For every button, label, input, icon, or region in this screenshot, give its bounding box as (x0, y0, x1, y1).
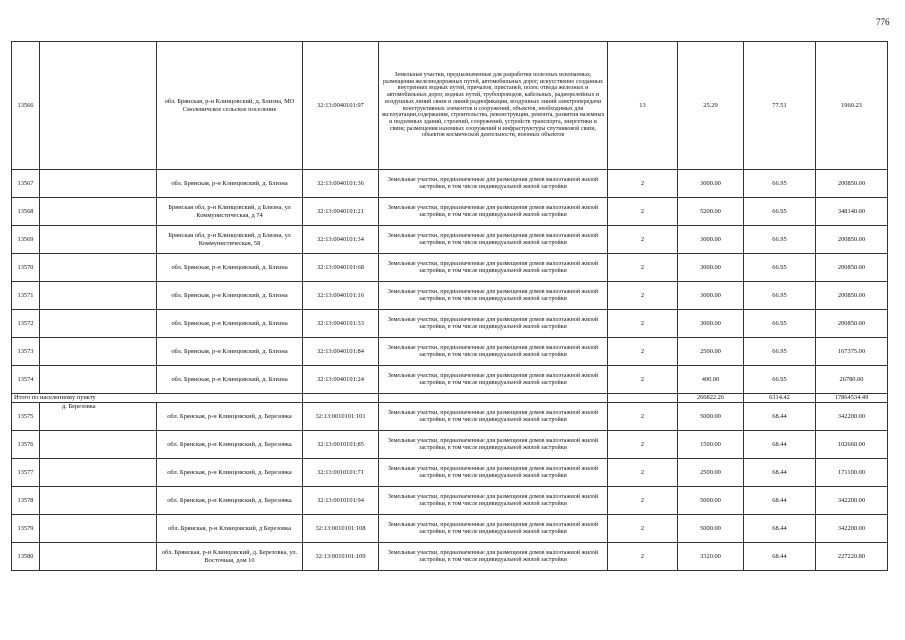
area-cell: 25.29 (678, 42, 744, 170)
address-cell: Брянская обл, р-н Клинцовский, д Близна, ул Коммунистическая, 58 (157, 226, 303, 254)
purpose-cell: Земельные участки, предназначенные для размещения домов малоэтажной жилой застройки, в том числе индивидуальной жилой застройки (379, 282, 608, 310)
purpose-cell: Земельные участки, предназначенные для размещения домов малоэтажной жилой застройки, в том числе индивидуальной жилой застройки (379, 226, 608, 254)
area-cell: 5000.00 (678, 515, 744, 543)
settlement-cell (40, 310, 157, 338)
cadastral-number-cell: 32:13:0040101:36 (303, 170, 379, 198)
cadastral-number-cell: 32:13:0040101:68 (303, 254, 379, 282)
area-cell: 1500.00 (678, 431, 744, 459)
group-cell: 2 (608, 198, 678, 226)
settlement-cell (40, 170, 157, 198)
area-cell: 3320.00 (678, 543, 744, 571)
table-row (12, 431, 888, 459)
group-cell: 13 (608, 42, 678, 170)
area-cell: 400.00 (678, 366, 744, 394)
area-cell: 3000.00 (678, 226, 744, 254)
cadastral-cost-cell: 171100.00 (816, 459, 888, 487)
specific-value-cell: 66.95 (744, 254, 816, 282)
cadastral-number-cell: 32:13:0010101:94 (303, 487, 379, 515)
purpose-cell: Земельные участки, предназначенные для размещения домов малоэтажной жилой застройки, в том числе индивидуальной жилой застройки (379, 366, 608, 394)
area-cell: 3000.00 (678, 282, 744, 310)
row-number-cell: 13570 (12, 254, 40, 282)
table-row (12, 487, 888, 515)
table-row (12, 282, 888, 310)
specific-value-cell: 68.44 (744, 431, 816, 459)
settlement-cell (40, 543, 157, 571)
purpose-cell: Земельные участки, предназначенные для размещения домов малоэтажной жилой застройки, в том числе индивидуальной жилой застройки (379, 170, 608, 198)
cadastral-cost-cell: 200850.00 (816, 170, 888, 198)
area-cell: 3000.00 (678, 310, 744, 338)
settlement-cell (40, 459, 157, 487)
cadastral-cost-cell: 342200.00 (816, 403, 888, 431)
area-cell: 3000.00 (678, 254, 744, 282)
total-uprs: 6314.42 (744, 394, 816, 403)
cadastral-cost-cell: 1960.23 (816, 42, 888, 170)
address-cell: обл. Брянская, р-н Клинцовский, д. Близна (157, 282, 303, 310)
purpose-cell: Земельные участки, предназначенные для размещения домов малоэтажной жилой застройки, в том числе индивидуальной жилой застройки (379, 487, 608, 515)
cadastral-cost-cell: 167375.00 (816, 338, 888, 366)
cadastral-cost-cell: 102660.00 (816, 431, 888, 459)
group-cell: 2 (608, 282, 678, 310)
cadastral-number-cell: 32:13:0010101:85 (303, 431, 379, 459)
purpose-cell: Земельные участки, предназначенные для размещения домов малоэтажной жилой застройки, в том числе индивидуальной жилой застройки (379, 198, 608, 226)
row-number-cell: 13578 (12, 487, 40, 515)
row-number-cell: 13574 (12, 366, 40, 394)
cadastral-number-cell: 32:13:0040101:24 (303, 366, 379, 394)
group-cell: 2 (608, 431, 678, 459)
total-area: 266822.26 (678, 394, 744, 403)
purpose-cell: Земельные участки, предназначенные для разработки полезных ископаемых, размещения железнодорожных путей, автомобильных дорог, искусственно созданных внутренних водных путей, причалов, пристаней, полос отвода железных и автомобильных дорог, водных путей, трубопроводов, кабельных, радиорелейных и воздушных линий связи и линий радиофикации, воздушных линий электропередачи конструктивных элементов и сооружений, объектов, необходимых для эксплуатации,содержания, строительства, реконструкции, ремонта, развития наземных и подземных зданий, строений, сооружений, устройств транспорта, энергетики и связи; размещения наземных сооружений и инфраструктуры спутниковой связи, объектов космической деятельности, военных объектов (379, 42, 608, 170)
group-cell: 2 (608, 338, 678, 366)
row-number-cell: 13577 (12, 459, 40, 487)
table-row (12, 254, 888, 282)
specific-value-cell: 66.95 (744, 170, 816, 198)
specific-value-cell: 66.95 (744, 310, 816, 338)
row-number-cell: 13579 (12, 515, 40, 543)
purpose-cell: Земельные участки, предназначенные для размещения домов малоэтажной жилой застройки, в том числе индивидуальной жилой застройки (379, 543, 608, 571)
address-cell: Брянская обл, р-н Клинцовский, д Близна, ул Коммунистическая, д 74 (157, 198, 303, 226)
group-cell: 2 (608, 515, 678, 543)
total-empty-group (608, 394, 678, 403)
settlement-cell (40, 366, 157, 394)
specific-value-cell: 66.95 (744, 198, 816, 226)
table-row (12, 310, 888, 338)
table-row (12, 198, 888, 226)
area-cell: 5200.00 (678, 198, 744, 226)
cadastral-number-cell: 32:13:0040101:34 (303, 226, 379, 254)
specific-value-cell: 68.44 (744, 543, 816, 571)
purpose-cell: Земельные участки, предназначенные для размещения домов малоэтажной жилой застройки, в том числе индивидуальной жилой застройки (379, 403, 608, 431)
specific-value-cell: 77.51 (744, 42, 816, 170)
group-cell: 2 (608, 226, 678, 254)
cadastral-number-cell: 32:13:0040101:16 (303, 282, 379, 310)
address-cell: обл. Брянская, р-н Клинцовский, д. Березовка, ул. Восточная, дом 10 (157, 543, 303, 571)
area-cell: 2500.00 (678, 338, 744, 366)
cadastral-cost-cell: 342200.00 (816, 487, 888, 515)
table-row (12, 459, 888, 487)
group-cell: 2 (608, 254, 678, 282)
address-cell: обл. Брянская, р-н Клинцовский, д. Березовка (157, 403, 303, 431)
settlement-cell (40, 198, 157, 226)
cadastral-number-cell: 32:13:0040101:21 (303, 198, 379, 226)
group-cell: 2 (608, 459, 678, 487)
row-number-cell: 13576 (12, 431, 40, 459)
specific-value-cell: 68.44 (744, 403, 816, 431)
row-number-cell: 13568 (12, 198, 40, 226)
table-body-block-b (12, 403, 888, 571)
settlement-cell (40, 338, 157, 366)
row-number-cell: 13572 (12, 310, 40, 338)
row-number-cell: 13575 (12, 403, 40, 431)
total-block (12, 394, 888, 403)
cadastral-cost-cell: 26780.00 (816, 366, 888, 394)
cadastral-number-cell: 32:13:0010101:109 (303, 543, 379, 571)
specific-value-cell: 66.95 (744, 338, 816, 366)
cadastral-number-cell: 32:13:0010101:108 (303, 515, 379, 543)
purpose-cell: Земельные участки, предназначенные для размещения домов малоэтажной жилой застройки, в том числе индивидуальной жилой застройки (379, 338, 608, 366)
table-row (12, 543, 888, 571)
purpose-cell: Земельные участки, предназначенные для размещения домов малоэтажной жилой застройки, в том числе индивидуальной жилой застройки (379, 431, 608, 459)
cadastral-number-cell: 32:13:0010101:71 (303, 459, 379, 487)
total-empty-cad (303, 394, 379, 403)
total-label: Итого по населенному пункту (12, 394, 303, 403)
cadastral-number-cell: 32:13:0040101:33 (303, 310, 379, 338)
cadastral-number-cell: 32:13:0040101:84 (303, 338, 379, 366)
address-cell: обл. Брянская, р-н Клинцовский, д. Близна, МО Смолевичское сельское поселение (157, 42, 303, 170)
settlement-cell (40, 487, 157, 515)
cadastral-number-cell: 32:13:0010101:101 (303, 403, 379, 431)
address-cell: обл. Брянская, р-н Клинцовский, д. Близна (157, 170, 303, 198)
table-row (12, 170, 888, 198)
table-row (12, 226, 888, 254)
table-body-block-a (12, 42, 888, 394)
table-row (12, 515, 888, 543)
specific-value-cell: 68.44 (744, 487, 816, 515)
cadastral-cost-cell: 200850.00 (816, 282, 888, 310)
settlement-cell (40, 431, 157, 459)
specific-value-cell: 66.95 (744, 282, 816, 310)
cadastral-cost-cell: 227220.80 (816, 543, 888, 571)
cadastral-number-cell: 32:13:0040101:97 (303, 42, 379, 170)
table-row (12, 403, 888, 431)
area-cell: 5000.00 (678, 403, 744, 431)
purpose-cell: Земельные участки, предназначенные для размещения домов малоэтажной жилой застройки, в том числе индивидуальной жилой застройки (379, 254, 608, 282)
specific-value-cell: 66.95 (744, 366, 816, 394)
specific-value-cell: 68.44 (744, 515, 816, 543)
cadastral-table (11, 41, 888, 571)
purpose-cell: Земельные участки, предназначенные для размещения домов малоэтажной жилой застройки, в том числе индивидуальной жилой застройки (379, 459, 608, 487)
address-cell: обл. Брянская, р-н Клинцовский, д. Березовка (157, 487, 303, 515)
specific-value-cell: 66.95 (744, 226, 816, 254)
cadastral-cost-cell: 200850.00 (816, 226, 888, 254)
address-cell: обл. Брянская, р-н Клинцовский, д. Березовка (157, 431, 303, 459)
address-cell: обл. Брянская, р-н Клинцовский, д. Близна (157, 310, 303, 338)
cadastral-cost-cell: 200850.00 (816, 254, 888, 282)
table-row (12, 42, 888, 170)
row-number-cell: 13573 (12, 338, 40, 366)
address-cell: обл. Брянская, р-н Клинцовский, д. Близна (157, 366, 303, 394)
address-cell: обл. Брянская, р-н Клинцовский, д. Близна (157, 254, 303, 282)
address-cell: обл. Брянская, р-н Клинцовский, д. Близна (157, 338, 303, 366)
group-cell: 2 (608, 310, 678, 338)
row-number-cell: 13580 (12, 543, 40, 571)
settlement-cell (40, 515, 157, 543)
purpose-cell: Земельные участки, предназначенные для размещения домов малоэтажной жилой застройки, в том числе индивидуальной жилой застройки (379, 515, 608, 543)
row-number-cell: 13567 (12, 170, 40, 198)
group-cell: 2 (608, 543, 678, 571)
settlement-cell (40, 42, 157, 170)
area-cell: 5000.00 (678, 487, 744, 515)
table-row (12, 338, 888, 366)
page-number: 776 (876, 17, 890, 27)
settlement-cell (40, 254, 157, 282)
settlement-cell (40, 282, 157, 310)
group-cell: 2 (608, 366, 678, 394)
group-cell: 2 (608, 170, 678, 198)
area-cell: 2500.00 (678, 459, 744, 487)
row-number-cell: 13571 (12, 282, 40, 310)
address-cell: обл. Брянская, р-н Клинцовский, д. Березовка (157, 459, 303, 487)
settlement-cell (40, 226, 157, 254)
cadastral-cost-cell: 348140.00 (816, 198, 888, 226)
address-cell: обл. Брянская, р-н Клинцовский, д Березовка (157, 515, 303, 543)
purpose-cell: Земельные участки, предназначенные для размещения домов малоэтажной жилой застройки, в том числе индивидуальной жилой застройки (379, 310, 608, 338)
group-cell: 2 (608, 403, 678, 431)
group-cell: 2 (608, 487, 678, 515)
area-cell: 3000.00 (678, 170, 744, 198)
total-empty-purpose (379, 394, 608, 403)
settlement-total-row (12, 394, 888, 403)
cadastral-cost-cell: 342200.00 (816, 515, 888, 543)
table-row (12, 366, 888, 394)
settlement-name: д. Березовка (40, 403, 157, 431)
cadastral-cost-cell: 200850.00 (816, 310, 888, 338)
specific-value-cell: 68.44 (744, 459, 816, 487)
row-number-cell: 13569 (12, 226, 40, 254)
total-cost: 17864534.49 (816, 394, 888, 403)
row-number-cell: 13566 (12, 42, 40, 170)
